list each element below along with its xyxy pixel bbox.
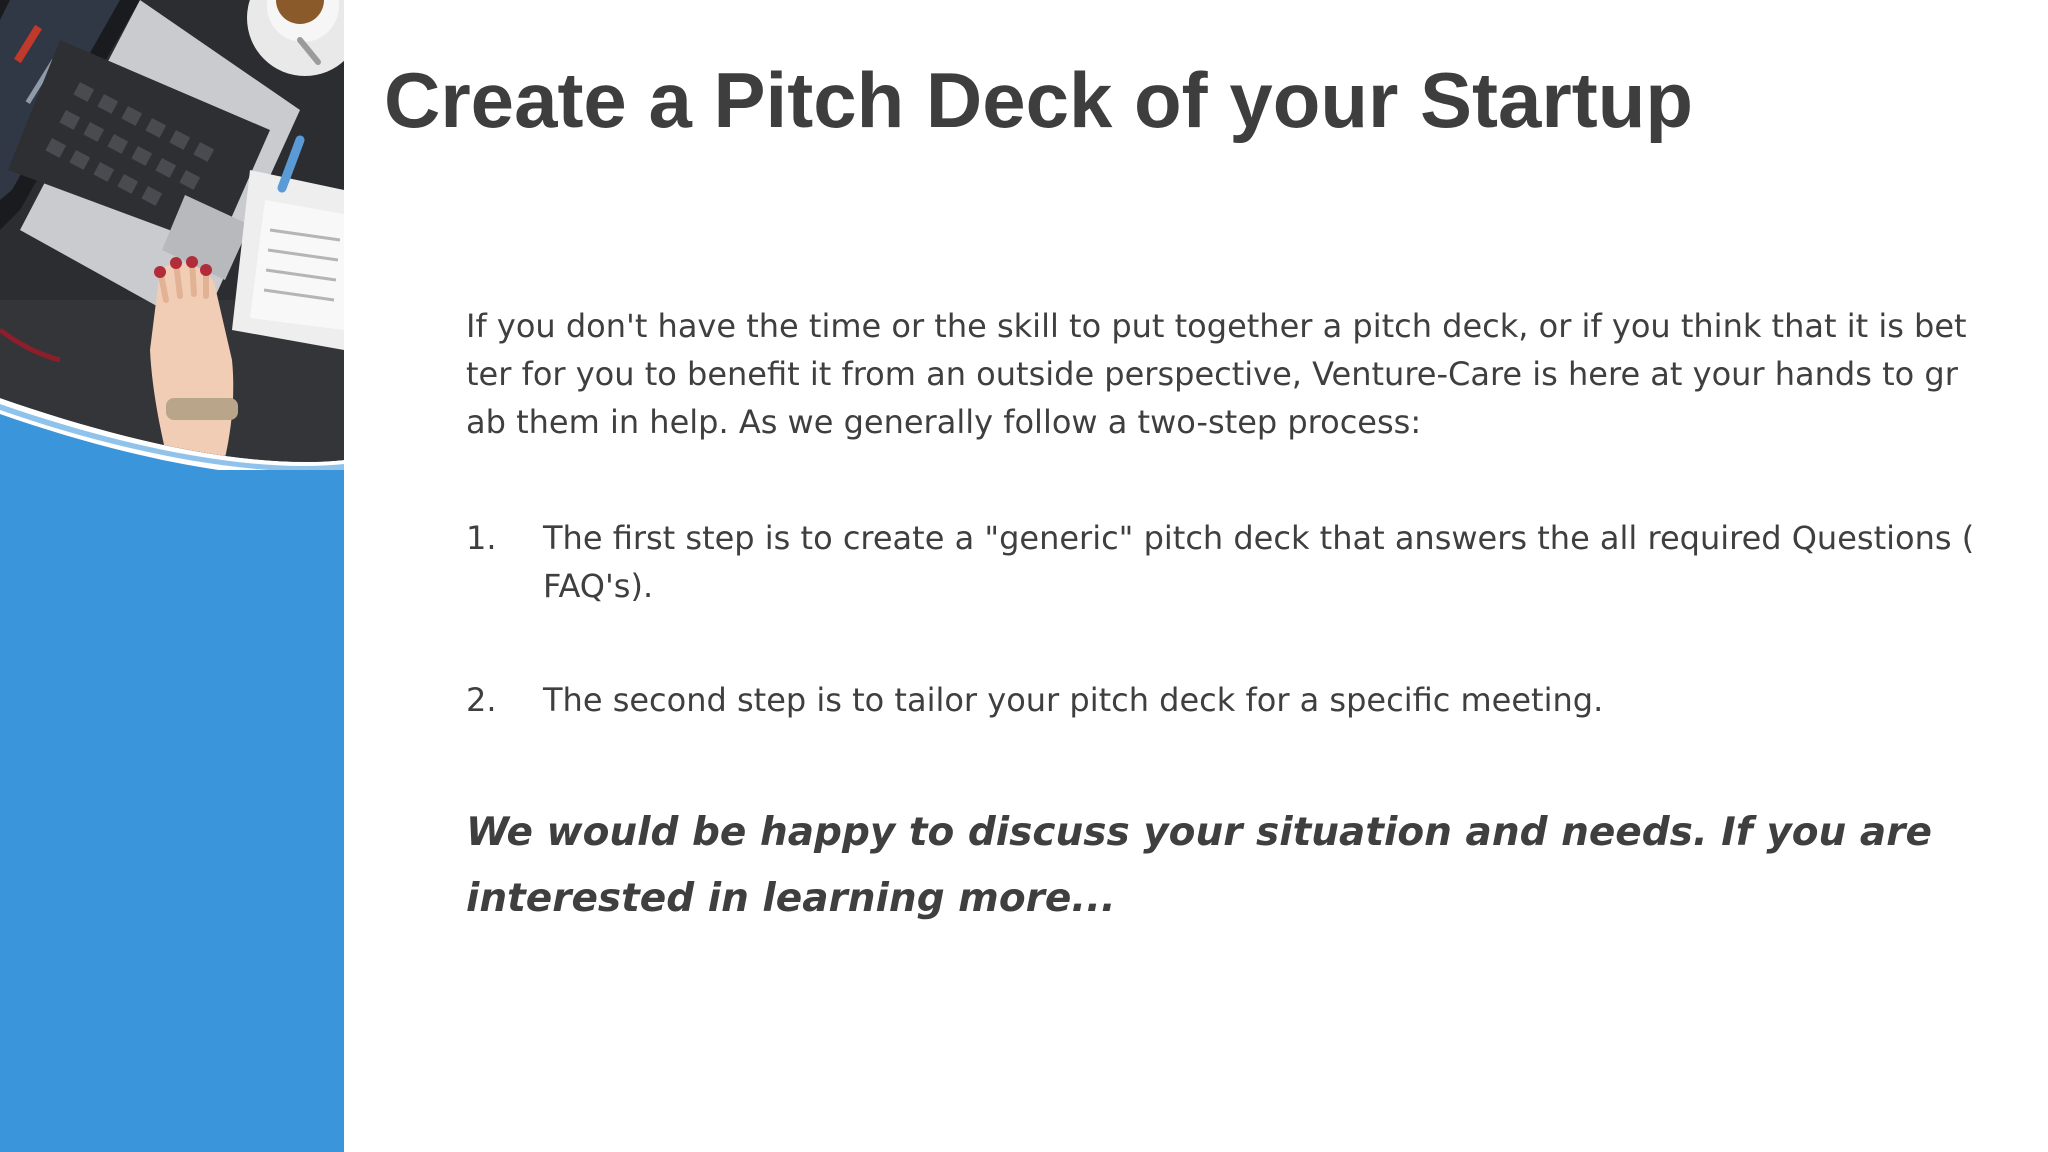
list-number: 2. (466, 681, 497, 719)
side-panel (0, 0, 344, 1152)
list-item (466, 676, 1986, 724)
list-number: 1. (466, 519, 497, 557)
list-item (466, 514, 1986, 610)
list-text: The second step is to tailor your pitch deck for a specific meeting. (543, 681, 1604, 719)
laptop-workspace-photo (0, 0, 344, 470)
list-text: The first step is to create a "generic" pitch deck that answers the all required Questions ( FAQ's). (543, 519, 1975, 605)
intro-paragraph: If you don't have the time or the skill to put together a pitch deck, or if you think that it is bet ter for you to benefit it from an outside perspective, Venture-Care is here at your hands to gr ab them in help. As we generally follow a two-step process: (466, 307, 1967, 441)
closing-statement: We would be happy to discuss your situation and needs. If you are interested in learning more... (466, 810, 1932, 921)
slide-title: Create a Pitch Deck of your Startup (384, 56, 1694, 144)
